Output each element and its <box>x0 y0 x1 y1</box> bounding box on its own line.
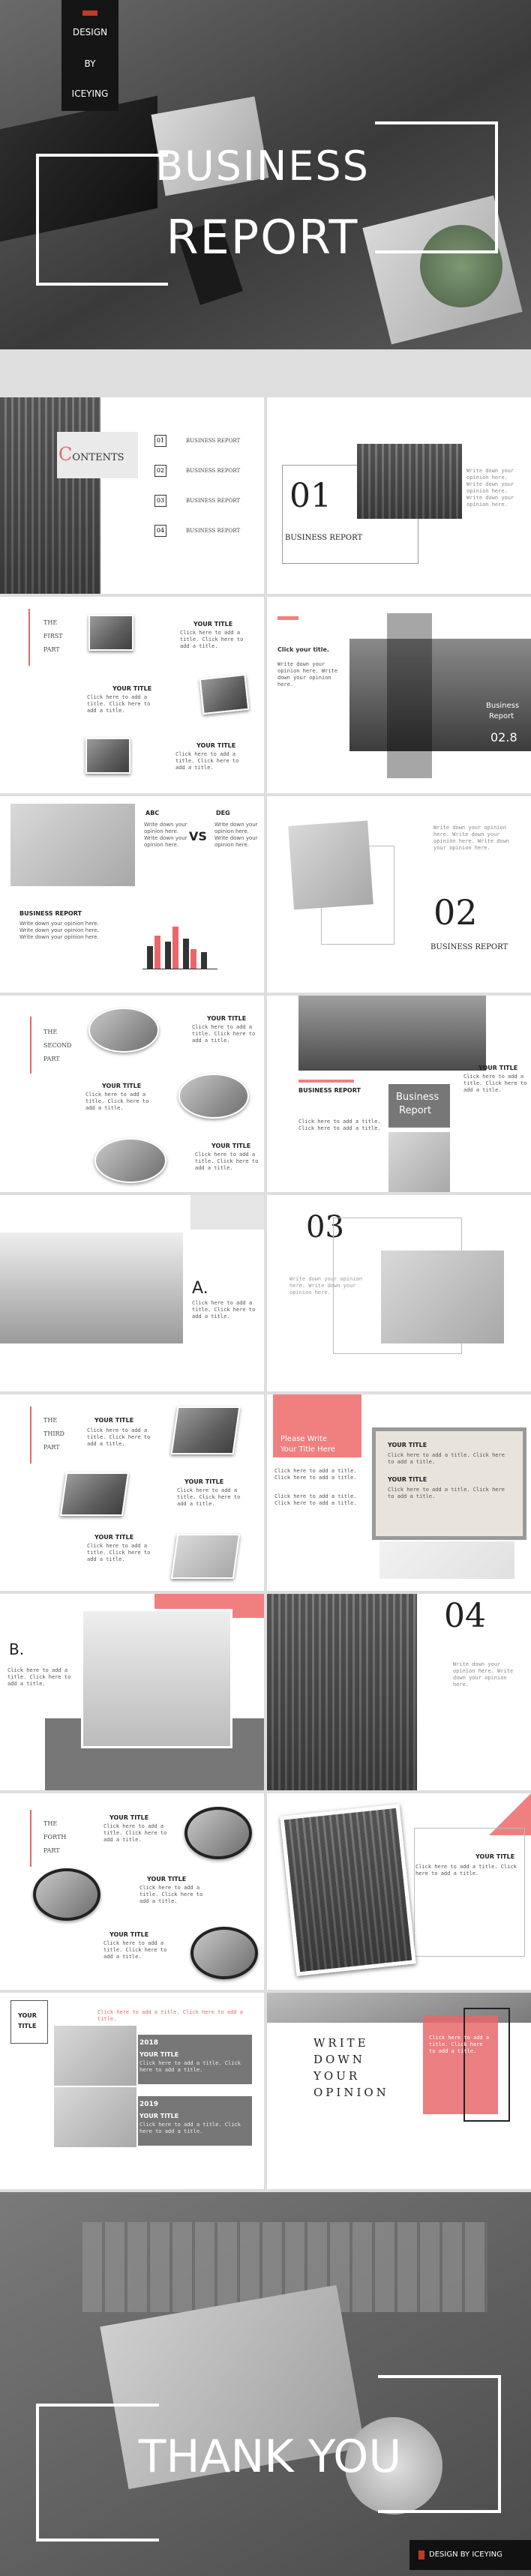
contents-num-2: 02 <box>154 465 166 477</box>
contents-heading <box>58 444 124 465</box>
section04-body: Write down your opinion here. Write down your opinion here. <box>453 1661 514 1688</box>
part4-title-3: YOUR TITLE <box>110 1931 149 1938</box>
bridge-left-text: Click here to add a title. Click here to add a title. <box>298 1119 381 1131</box>
brand-accent-bar <box>82 10 98 16</box>
bridge-title: YOUR TITLE <box>478 1065 518 1071</box>
contents-num-3: 03 <box>154 495 166 507</box>
please-frame-text-1: Click here to add a title. Click here to add a title. <box>388 1452 505 1465</box>
section-a-text: Click here to add a title. Click here to add a title. <box>192 1300 256 1319</box>
part2-word: PART <box>44 1056 60 1062</box>
ending-brand-accent <box>418 2551 424 2560</box>
section01-slide <box>267 397 531 594</box>
map-overlay-num: 02.8 <box>490 730 518 744</box>
brand-line1: DESIGN <box>72 27 108 37</box>
contents-label-2: BUSINESS REPORT <box>186 468 241 474</box>
contents-label-4: BUSINESS REPORT <box>186 528 241 534</box>
please-text-2: Click here to add a title. Click here to add a title. <box>274 1493 357 1506</box>
part1-marker <box>28 609 30 666</box>
contents-num-4: 04 <box>154 525 166 537</box>
part4-oval-2 <box>33 1868 100 1921</box>
part1-photo-2 <box>200 674 250 714</box>
tilted-slide <box>267 1793 531 1990</box>
section-b-slide <box>0 1594 264 1790</box>
part2-text-1: Click here to add a title. Click here to add a title. <box>192 1024 256 1044</box>
map-dark-block <box>387 613 432 778</box>
part4-word: PART <box>44 1847 60 1854</box>
please-title-2: YOUR TITLE <box>388 1476 428 1483</box>
part1-photo-1 <box>88 615 134 651</box>
section-b-letter: B. <box>9 1640 25 1658</box>
part2-oval-3 <box>94 1138 166 1183</box>
vs-def-text: Write down your opinion here. Write down your opinion here. <box>214 822 258 848</box>
part3-slide <box>0 1394 264 1591</box>
timeline-year-1: 2018 <box>140 2039 159 2047</box>
section04-num: 04 <box>444 1597 486 1635</box>
part3-title-2: YOUR TITLE <box>184 1478 224 1485</box>
ending-thank: THANK YOU <box>138 2431 402 2483</box>
bridge-box-2: Report <box>399 1105 432 1116</box>
part2-slide <box>0 996 264 1192</box>
section-a-photo <box>0 1233 183 1343</box>
part3-text-3: Click here to add a title. Click here to add a title. <box>87 1543 151 1562</box>
timeline-title: TITLE <box>18 2023 37 2029</box>
bridge-box-1: Business <box>396 1092 440 1103</box>
timeline-photo-2 <box>52 2086 138 2149</box>
part4-oval-1 <box>184 1807 252 1859</box>
vs-bar-3 <box>165 942 171 969</box>
map-slide <box>267 597 531 793</box>
part4-name: FORTH <box>44 1834 67 1841</box>
timeline-year-2: 2019 <box>140 2101 159 2108</box>
part3-the: THE <box>44 1417 58 1424</box>
map-body: Write down your opinion here. Write down your opinion here. <box>278 661 338 687</box>
tilted-frame <box>414 1828 525 1957</box>
map-accent-bar <box>278 616 298 620</box>
part2-title-3: YOUR TITLE <box>212 1143 251 1149</box>
part1-text-3: Click here to add a title. Click here to add a title. <box>176 751 239 771</box>
please-line1: Please Write <box>280 1435 328 1443</box>
vs-report: BUSINESS REPORT <box>20 910 82 917</box>
timeline-head-text: Click here to add a title. Click here to add a title. <box>98 2009 243 2022</box>
section03-slide <box>267 1195 531 1391</box>
please-text-1: Click here to add a title. Click here to add a title. <box>274 1468 357 1481</box>
part3-word: PART <box>44 1444 60 1451</box>
bridge-text: Click here to add a title. Click here to add a title. <box>464 1074 527 1093</box>
contents-slide <box>0 397 264 594</box>
section-b-text: Click here to add a title. Click here to add a title. <box>8 1667 71 1687</box>
timeline-title-2: YOUR TITLE <box>140 2113 179 2119</box>
tilted-text: Click here to add a title. Click here to add a title. <box>416 1864 517 1877</box>
vs-abc: ABC <box>146 810 160 816</box>
ending-slide <box>0 2192 531 2576</box>
bridge-photo-2 <box>388 1132 450 1192</box>
opinion-l2: DOWN <box>314 2053 365 2066</box>
timeline-text-2: Click here to add a title. Click here to add a title. <box>140 2122 241 2134</box>
part1-title-2: YOUR TITLE <box>112 685 152 692</box>
section02-num: 02 <box>434 892 478 933</box>
please-frame-text-2: Click here to add a title. Click here to add a title. <box>388 1487 505 1499</box>
vs-report-text: Write down your opinion here. Write down your opinion here. Write down your opinion here. <box>20 921 99 940</box>
map-heading: Click your title. <box>278 646 329 653</box>
vs-bar-4 <box>172 927 178 969</box>
part4-the: THE <box>44 1820 58 1827</box>
cover-slide <box>0 0 531 349</box>
vs-bar-7 <box>201 952 207 969</box>
part1-name: FIRST <box>44 633 63 640</box>
opinion-slide <box>267 1993 531 2189</box>
section-a-slide <box>0 1195 264 1391</box>
section02-body: Write down your opinion here. Write down your opinion here. Write down your opinion here. <box>434 825 510 851</box>
part2-marker <box>30 1017 32 1074</box>
part2-title-2: YOUR TITLE <box>102 1083 142 1089</box>
timeline-your: YOUR <box>18 2012 37 2019</box>
brand-line2: BY <box>84 58 96 69</box>
timeline-slide <box>0 1993 264 2189</box>
part2-text-2: Click here to add a title. Click here to add a title. <box>86 1092 149 1111</box>
part3-photo-2 <box>60 1472 129 1516</box>
cover-brand-box <box>62 0 118 111</box>
section01-label: BUSINESS REPORT <box>285 534 363 542</box>
vs-bar-1 <box>147 946 153 969</box>
timeline-box <box>10 2000 48 2044</box>
section-a-letter: A. <box>192 1279 208 1298</box>
bridge-photo <box>298 996 486 1071</box>
section03-photo <box>381 1251 504 1343</box>
please-reflection <box>380 1541 514 1579</box>
please-frame <box>372 1427 526 1540</box>
part1-title-1: YOUR TITLE <box>194 621 233 628</box>
part1-slide <box>0 597 264 793</box>
vs-slide <box>0 796 264 993</box>
part1-title-3: YOUR TITLE <box>196 742 236 749</box>
please-title-1: YOUR TITLE <box>388 1442 428 1448</box>
contents-building-photo <box>0 397 100 594</box>
brand-line3: ICEYING <box>71 88 109 99</box>
part4-title-2: YOUR TITLE <box>147 1876 187 1883</box>
opinion-l4: OPINION <box>314 2086 389 2099</box>
opinion-text: Click here to add a title. Click here to add a title. <box>429 2035 490 2054</box>
section02-label: BUSINESS REPORT <box>430 943 508 951</box>
section-a-corner <box>190 1195 264 1230</box>
vs-abc-text: Write down your opinion here. Write down your opinion here. <box>144 822 188 848</box>
tilted-photo <box>280 1804 416 1976</box>
map-overlay-1: Business <box>486 702 520 710</box>
cover-title-2: REPORT <box>166 210 359 265</box>
vs-mark: VS <box>189 829 207 843</box>
cover-title-1: BUSINESS <box>155 142 370 190</box>
timeline-photo-1 <box>52 2024 138 2087</box>
opinion-l1: WRITE <box>314 2036 369 2050</box>
part3-text-2: Click here to add a title. Click here to add a title. <box>177 1487 241 1507</box>
opinion-box-dark <box>464 2008 510 2122</box>
part1-the: THE <box>44 619 58 626</box>
part3-title-1: YOUR TITLE <box>94 1417 134 1424</box>
bridge-slide <box>267 996 531 1192</box>
part4-text-1: Click here to add a title. Click here to add a title. <box>104 1823 167 1843</box>
section01-photo <box>357 444 462 519</box>
part4-marker <box>30 1810 32 1867</box>
part3-name: THIRD <box>44 1430 64 1437</box>
part3-title-3: YOUR TITLE <box>94 1534 134 1541</box>
part2-oval-2 <box>178 1074 249 1119</box>
timeline-title-1: YOUR TITLE <box>140 2051 179 2058</box>
section03-num: 03 <box>306 1210 344 1245</box>
vs-bar-6 <box>190 949 196 969</box>
map-overlay-2: Report <box>489 712 514 720</box>
bridge-accent <box>298 1080 354 1083</box>
tilted-title: YOUR TITLE <box>476 1853 515 1860</box>
vs-bar-chart <box>142 909 218 969</box>
section02-photo <box>288 820 374 909</box>
ending-brand: DESIGN BY ICEYING <box>429 2551 502 2559</box>
section04-photo <box>267 1594 417 1790</box>
part3-marker <box>30 1406 32 1463</box>
part4-oval-3 <box>190 1927 258 1979</box>
contents-heading-rest: ONTENTS <box>72 452 124 463</box>
opinion-l3: YOUR <box>314 2069 361 2083</box>
section03-body: Write down your opinion here. Write down your opinion here. <box>290 1276 362 1295</box>
please-line2: Your Title Here <box>280 1445 335 1454</box>
contents-num-1: 01 <box>154 435 166 447</box>
vs-bar-5 <box>183 939 189 969</box>
part2-text-3: Click here to add a title. Click here to add a title. <box>195 1152 259 1171</box>
part2-name: SECOND <box>44 1042 72 1049</box>
bridge-left-title: BUSINESS REPORT <box>298 1087 361 1094</box>
vs-bar-2 <box>154 936 160 969</box>
part1-word: PART <box>44 646 60 653</box>
part1-photo-3 <box>86 738 130 774</box>
part3-text-1: Click here to add a title. Click here to add a title. <box>87 1427 151 1447</box>
section02-slide <box>267 796 531 993</box>
vs-def: DEG <box>216 810 230 816</box>
vs-photo <box>10 804 135 886</box>
part1-text-1: Click here to add a title. Click here to add a title. <box>180 630 244 649</box>
part3-photo-3 <box>171 1534 240 1579</box>
contents-label-3: BUSINESS REPORT <box>186 498 241 504</box>
part4-text-3: Click here to add a title. Click here to add a title. <box>104 1940 167 1960</box>
part2-title-1: YOUR TITLE <box>207 1015 247 1022</box>
part3-photo-1 <box>171 1406 241 1454</box>
part2-oval-1 <box>88 1008 159 1053</box>
please-slide <box>267 1394 531 1591</box>
part4-slide <box>0 1793 264 1990</box>
section01-body: Write down your opinion here. Write down your opinion here. Write down your opinion here. <box>466 468 514 508</box>
contents-label-1: BUSINESS REPORT <box>186 438 241 444</box>
part4-title-1: YOUR TITLE <box>110 1814 149 1821</box>
contents-heading-initial: C <box>58 444 73 465</box>
section01-num: 01 <box>290 477 332 515</box>
section04-slide <box>267 1594 531 1790</box>
part2-the: THE <box>44 1029 58 1035</box>
part4-text-2: Click here to add a title. Click here to add a title. <box>140 1885 203 1904</box>
section-b-photo <box>81 1609 232 1748</box>
timeline-text-1: Click here to add a title. Click here to add a title. <box>140 2060 241 2073</box>
part1-text-2: Click here to add a title. Click here to add a title. <box>87 694 151 714</box>
